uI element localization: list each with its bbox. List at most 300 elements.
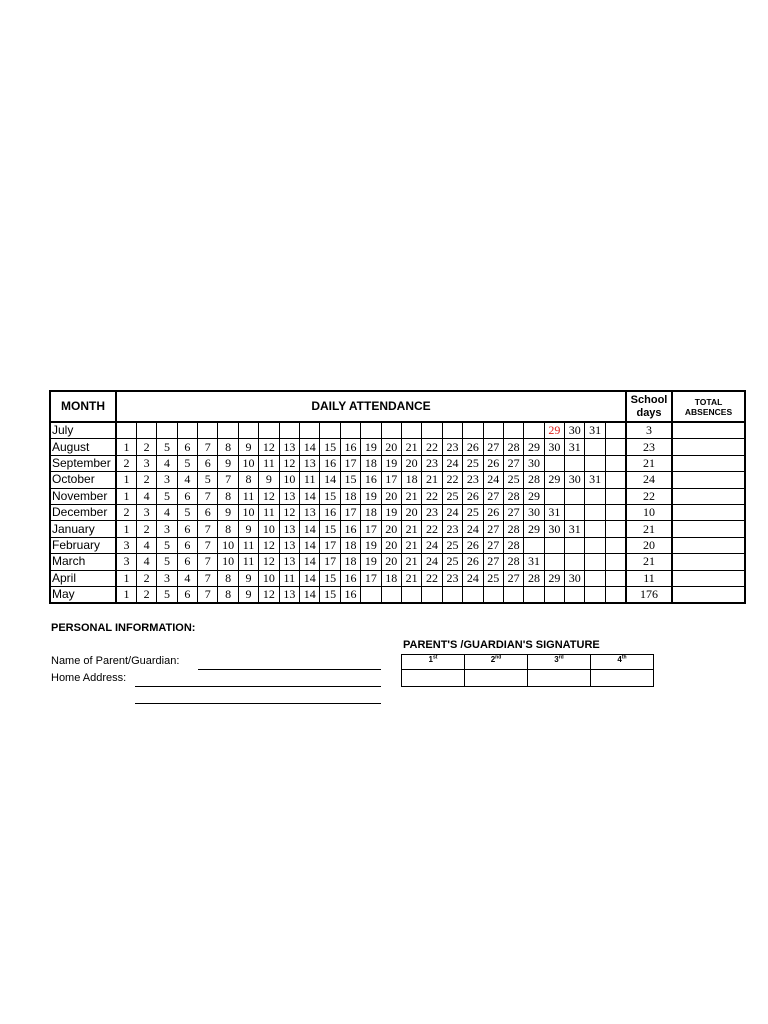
school-days-cell: 23 [626, 439, 672, 455]
quarter-suffix: rd [558, 654, 564, 661]
day-cell: 20 [401, 455, 421, 471]
day-cell [401, 422, 421, 439]
day-cell: 26 [483, 455, 503, 471]
day-cell: 17 [320, 554, 340, 570]
day-cell: 24 [422, 554, 442, 570]
day-cell: 16 [340, 570, 360, 586]
day-cell: 7 [198, 521, 218, 537]
signature-box[interactable] [402, 670, 465, 687]
day-cell [565, 455, 585, 471]
day-cell: 7 [198, 554, 218, 570]
day-cell: 5 [157, 554, 177, 570]
day-cell: 9 [238, 521, 258, 537]
day-cell: 7 [198, 537, 218, 553]
day-cell: 5 [157, 439, 177, 455]
day-cell: 20 [381, 537, 401, 553]
day-cell: 28 [503, 488, 523, 504]
day-cell: 27 [483, 537, 503, 553]
total-absences-cell[interactable] [672, 570, 745, 586]
day-cell: 9 [238, 586, 258, 603]
day-cell: 2 [116, 504, 136, 520]
day-cell: 5 [157, 488, 177, 504]
day-cell [605, 422, 626, 439]
day-cell: 12 [259, 439, 279, 455]
day-cell: 18 [340, 488, 360, 504]
day-cell [177, 422, 197, 439]
total-absences-cell[interactable] [672, 504, 745, 520]
school-days-cell: 3 [626, 422, 672, 439]
day-cell [544, 455, 564, 471]
day-cell: 26 [463, 488, 483, 504]
day-cell [361, 586, 381, 603]
school-days-cell: 176 [626, 586, 672, 603]
day-cell: 12 [259, 537, 279, 553]
day-cell: 22 [422, 439, 442, 455]
school-days-cell: 24 [626, 472, 672, 488]
day-cell: 23 [442, 439, 462, 455]
home-address-line-1[interactable] [135, 686, 381, 687]
day-cell: 4 [136, 537, 156, 553]
day-cell: 6 [177, 488, 197, 504]
day-cell: 12 [259, 554, 279, 570]
day-cell: 23 [442, 570, 462, 586]
day-cell: 16 [340, 586, 360, 603]
day-cell [381, 422, 401, 439]
day-cell: 29 [544, 570, 564, 586]
day-cell: 24 [422, 537, 442, 553]
day-cell: 19 [361, 537, 381, 553]
day-cell: 31 [565, 439, 585, 455]
day-cell: 11 [238, 554, 258, 570]
day-cell: 11 [259, 504, 279, 520]
day-cell: 14 [300, 586, 320, 603]
day-cell [585, 570, 605, 586]
day-cell [585, 537, 605, 553]
school-days-header: School days [626, 391, 672, 422]
day-cell: 18 [361, 455, 381, 471]
signature-box[interactable] [591, 670, 654, 687]
day-cell: 4 [177, 570, 197, 586]
school-days-cell: 20 [626, 537, 672, 553]
total-absences-cell[interactable] [672, 422, 745, 439]
day-cell [605, 472, 626, 488]
quarter-label [465, 655, 528, 670]
day-cell [544, 488, 564, 504]
parent-name-line[interactable] [198, 669, 381, 670]
day-cell: 4 [157, 455, 177, 471]
day-cell: 10 [218, 537, 238, 553]
day-cell: 29 [544, 472, 564, 488]
signature-table [401, 654, 654, 687]
quarter-number: 3 [554, 655, 559, 664]
school-days-cell: 11 [626, 570, 672, 586]
month-name: April [50, 570, 116, 586]
day-cell [605, 570, 626, 586]
day-cell [401, 586, 421, 603]
day-cell: 7 [218, 472, 238, 488]
day-cell: 31 [524, 554, 544, 570]
day-cell [544, 554, 564, 570]
day-cell: 1 [116, 439, 136, 455]
parent-name-label: Name of Parent/Guardian: [51, 655, 180, 667]
day-cell: 10 [238, 455, 258, 471]
day-cell: 14 [300, 488, 320, 504]
day-cell: 8 [218, 439, 238, 455]
day-cell: 27 [483, 439, 503, 455]
month-name: July [50, 422, 116, 439]
day-cell: 18 [361, 504, 381, 520]
day-cell: 1 [116, 472, 136, 488]
quarter-label [528, 655, 591, 670]
month-name: December [50, 504, 116, 520]
day-cell: 13 [300, 455, 320, 471]
day-cell: 28 [524, 570, 544, 586]
day-cell: 28 [503, 521, 523, 537]
quarter-suffix: st [433, 654, 438, 661]
day-cell: 6 [177, 586, 197, 603]
day-cell [544, 586, 564, 603]
day-cell: 3 [116, 554, 136, 570]
day-cell: 25 [442, 554, 462, 570]
day-cell: 24 [463, 570, 483, 586]
school-days-cell: 21 [626, 554, 672, 570]
day-cell [483, 586, 503, 603]
day-cell: 3 [157, 472, 177, 488]
day-cell: 25 [442, 537, 462, 553]
day-cell [463, 586, 483, 603]
day-cell: 14 [300, 521, 320, 537]
day-cell: 8 [238, 472, 258, 488]
day-cell: 3 [136, 504, 156, 520]
day-cell: 22 [422, 488, 442, 504]
day-cell [463, 422, 483, 439]
day-cell: 23 [422, 455, 442, 471]
day-cell [605, 488, 626, 504]
day-cell: 6 [177, 537, 197, 553]
month-name: September [50, 455, 116, 471]
day-cell: 5 [177, 504, 197, 520]
day-cell: 20 [381, 554, 401, 570]
day-cell: 30 [565, 570, 585, 586]
day-cell: 12 [259, 488, 279, 504]
day-cell: 1 [116, 570, 136, 586]
total-absences-cell[interactable] [672, 455, 745, 471]
day-cell: 16 [340, 439, 360, 455]
day-cell [524, 422, 544, 439]
day-cell: 18 [340, 554, 360, 570]
day-cell: 27 [503, 570, 523, 586]
month-name: February [50, 537, 116, 553]
signature-box[interactable] [528, 670, 591, 687]
day-cell: 21 [401, 521, 421, 537]
day-cell: 4 [136, 554, 156, 570]
day-cell: 9 [259, 472, 279, 488]
day-cell: 28 [524, 472, 544, 488]
day-cell: 9 [238, 439, 258, 455]
day-cell [340, 422, 360, 439]
day-cell [300, 422, 320, 439]
day-cell: 26 [463, 554, 483, 570]
day-cell: 26 [463, 439, 483, 455]
day-cell [524, 537, 544, 553]
attendance-table [49, 390, 746, 604]
day-cell [605, 439, 626, 455]
day-cell: 11 [279, 570, 299, 586]
day-cell: 18 [401, 472, 421, 488]
day-cell: 2 [136, 586, 156, 603]
attendance-body [50, 422, 745, 603]
day-cell: 12 [279, 455, 299, 471]
day-cell [605, 554, 626, 570]
total-absences-cell[interactable] [672, 472, 745, 488]
quarter-label [591, 655, 654, 670]
total-absences-cell[interactable] [672, 537, 745, 553]
day-cell [565, 537, 585, 553]
day-cell [503, 422, 523, 439]
attendance-row [50, 439, 745, 455]
day-cell: 30 [565, 422, 585, 439]
personal-info-heading: PERSONAL INFORMATION: [51, 622, 196, 634]
attendance-row [50, 472, 745, 488]
day-cell: 12 [279, 504, 299, 520]
day-cell: 18 [381, 570, 401, 586]
day-cell: 7 [198, 570, 218, 586]
day-cell: 9 [218, 504, 238, 520]
day-cell: 8 [218, 570, 238, 586]
day-cell: 20 [381, 521, 401, 537]
day-cell: 3 [116, 537, 136, 553]
quarter-number: 1 [428, 655, 433, 664]
month-name: March [50, 554, 116, 570]
day-cell: 30 [544, 439, 564, 455]
day-cell: 13 [279, 586, 299, 603]
day-cell: 22 [422, 570, 442, 586]
day-cell [585, 554, 605, 570]
day-cell: 31 [585, 422, 605, 439]
day-cell: 7 [198, 586, 218, 603]
day-cell: 14 [300, 439, 320, 455]
day-cell [585, 504, 605, 520]
day-cell: 15 [320, 521, 340, 537]
day-cell: 16 [320, 504, 340, 520]
day-cell [503, 586, 523, 603]
day-cell [381, 586, 401, 603]
day-cell: 31 [585, 472, 605, 488]
day-cell: 21 [401, 554, 421, 570]
attendance-row [50, 422, 745, 439]
day-cell: 15 [340, 472, 360, 488]
day-cell: 2 [136, 439, 156, 455]
school-days-cell: 22 [626, 488, 672, 504]
day-cell: 7 [198, 488, 218, 504]
day-cell: 30 [565, 472, 585, 488]
attendance-row [50, 554, 745, 570]
signature-heading: PARENT'S /GUARDIAN'S SIGNATURE [403, 639, 600, 651]
day-cell: 10 [238, 504, 258, 520]
day-cell: 15 [320, 586, 340, 603]
day-cell: 15 [320, 570, 340, 586]
day-cell: 5 [177, 455, 197, 471]
home-address-label: Home Address: [51, 672, 127, 684]
day-cell [605, 521, 626, 537]
day-cell: 4 [177, 472, 197, 488]
day-cell: 15 [320, 439, 340, 455]
day-cell [605, 586, 626, 603]
day-cell: 29 [524, 488, 544, 504]
day-cell: 8 [218, 488, 238, 504]
day-cell [565, 488, 585, 504]
day-cell: 20 [381, 488, 401, 504]
total-absences-cell[interactable] [672, 488, 745, 504]
day-cell: 17 [320, 537, 340, 553]
day-cell: 16 [340, 521, 360, 537]
day-cell: 21 [422, 472, 442, 488]
day-cell [320, 422, 340, 439]
day-cell: 14 [300, 570, 320, 586]
day-cell: 28 [503, 554, 523, 570]
attendance-row [50, 455, 745, 471]
day-cell [605, 455, 626, 471]
day-cell: 6 [198, 455, 218, 471]
day-cell: 17 [381, 472, 401, 488]
attendance-header-row [50, 391, 745, 422]
day-cell: 25 [463, 504, 483, 520]
day-cell: 17 [340, 504, 360, 520]
attendance-row [50, 586, 745, 603]
day-cell: 1 [116, 586, 136, 603]
month-name: November [50, 488, 116, 504]
day-cell: 19 [361, 554, 381, 570]
day-cell: 19 [381, 504, 401, 520]
month-name: August [50, 439, 116, 455]
signature-box[interactable] [465, 670, 528, 687]
day-cell: 13 [279, 521, 299, 537]
day-cell [585, 488, 605, 504]
day-cell [565, 504, 585, 520]
attendance-row [50, 488, 745, 504]
day-cell: 8 [218, 586, 238, 603]
day-cell: 25 [463, 455, 483, 471]
day-cell [524, 586, 544, 603]
month-header: MONTH [50, 391, 116, 422]
day-cell: 1 [116, 488, 136, 504]
quarter-number: 2 [490, 655, 496, 664]
month-name: May [50, 586, 116, 603]
school-days-cell: 10 [626, 504, 672, 520]
day-cell: 30 [524, 455, 544, 471]
total-absences-cell[interactable] [672, 554, 745, 570]
day-cell [422, 586, 442, 603]
total-absences-header: TOTAL ABSENCES [672, 391, 745, 422]
daily-attendance-header: DAILY ATTENDANCE [116, 391, 626, 422]
day-cell: 28 [503, 439, 523, 455]
day-cell: 9 [218, 455, 238, 471]
day-cell: 7 [198, 439, 218, 455]
day-cell: 3 [157, 521, 177, 537]
day-cell: 25 [483, 570, 503, 586]
month-name: October [50, 472, 116, 488]
day-cell: 25 [503, 472, 523, 488]
day-cell: 5 [198, 472, 218, 488]
day-cell: 4 [136, 488, 156, 504]
attendance-row [50, 537, 745, 553]
day-cell [259, 422, 279, 439]
day-cell: 29 [544, 422, 564, 439]
day-cell: 28 [503, 537, 523, 553]
day-cell: 10 [259, 521, 279, 537]
day-cell: 6 [177, 521, 197, 537]
day-cell: 31 [565, 521, 585, 537]
day-cell [361, 422, 381, 439]
day-cell: 25 [442, 488, 462, 504]
day-cell: 13 [300, 504, 320, 520]
day-cell: 19 [361, 439, 381, 455]
day-cell: 29 [524, 521, 544, 537]
day-cell: 14 [300, 554, 320, 570]
day-cell [605, 537, 626, 553]
day-cell [198, 422, 218, 439]
day-cell: 21 [401, 488, 421, 504]
day-cell: 16 [320, 455, 340, 471]
day-cell: 27 [483, 521, 503, 537]
day-cell [585, 439, 605, 455]
home-address-line-2[interactable] [135, 703, 381, 704]
quarter-number: 4 [617, 655, 622, 664]
day-cell: 17 [361, 521, 381, 537]
day-cell: 15 [320, 488, 340, 504]
day-cell: 22 [422, 521, 442, 537]
day-cell [565, 586, 585, 603]
day-cell: 31 [544, 504, 564, 520]
day-cell: 21 [401, 439, 421, 455]
day-cell: 13 [279, 537, 299, 553]
day-cell: 24 [442, 455, 462, 471]
school-days-cell: 21 [626, 455, 672, 471]
day-cell: 6 [177, 554, 197, 570]
quarter-suffix: th [621, 654, 627, 661]
day-cell: 23 [442, 521, 462, 537]
total-absences-cell[interactable] [672, 521, 745, 537]
day-cell [116, 422, 136, 439]
total-absences-cell[interactable] [672, 439, 745, 455]
day-cell: 27 [503, 504, 523, 520]
day-cell [585, 521, 605, 537]
day-cell: 19 [381, 455, 401, 471]
day-cell: 8 [218, 521, 238, 537]
day-cell: 11 [238, 488, 258, 504]
signature-quarter-row [402, 655, 654, 670]
day-cell: 27 [503, 455, 523, 471]
day-cell: 3 [157, 570, 177, 586]
day-cell: 22 [442, 472, 462, 488]
day-cell: 26 [463, 537, 483, 553]
school-days-cell: 21 [626, 521, 672, 537]
total-absences-cell[interactable] [672, 586, 745, 603]
quarter-label [402, 655, 465, 670]
day-cell [442, 422, 462, 439]
day-cell: 13 [279, 439, 299, 455]
attendance-row [50, 570, 745, 586]
day-cell: 10 [279, 472, 299, 488]
day-cell [442, 586, 462, 603]
day-cell: 27 [483, 488, 503, 504]
day-cell [585, 586, 605, 603]
day-cell: 30 [524, 504, 544, 520]
day-cell: 21 [401, 570, 421, 586]
day-cell: 6 [177, 439, 197, 455]
day-cell: 14 [320, 472, 340, 488]
day-cell: 2 [136, 521, 156, 537]
